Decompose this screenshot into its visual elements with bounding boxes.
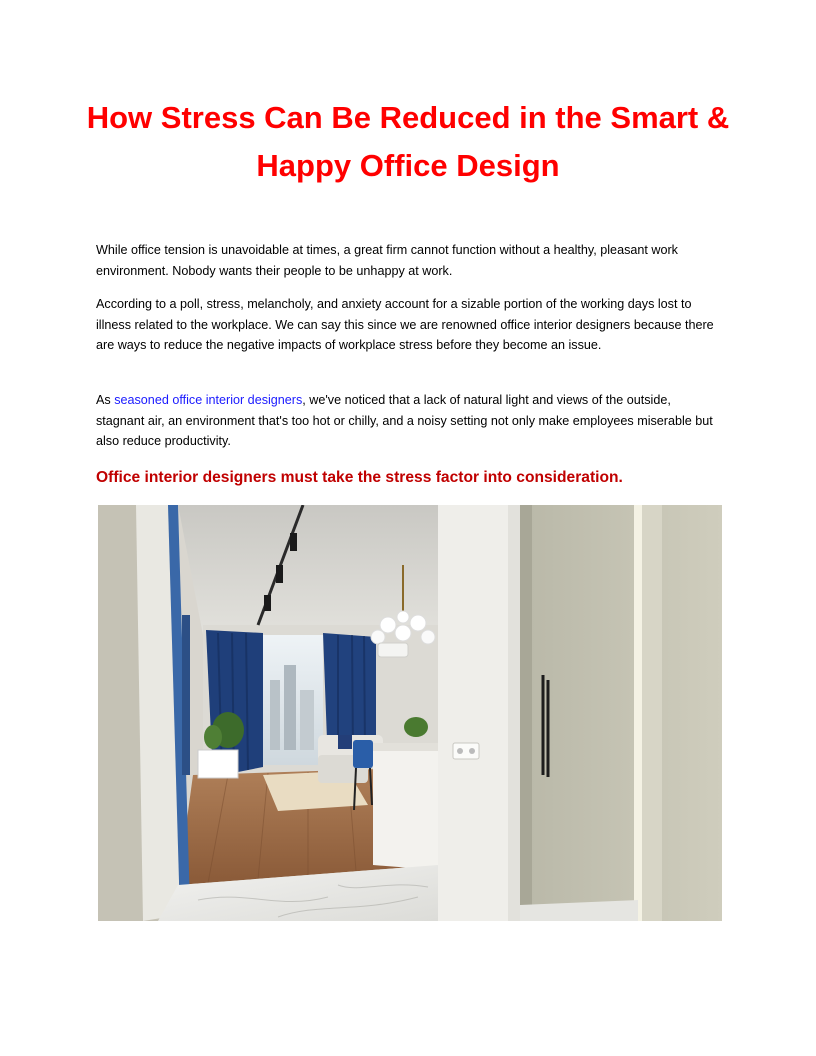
- wardrobe-doors: [520, 505, 722, 921]
- seasoned-designers-link[interactable]: seasoned office interior designers: [114, 393, 303, 407]
- paragraph-prefix: As: [96, 393, 115, 407]
- office-interior-illustration: [98, 505, 722, 921]
- paragraph-suffix: , we've noticed that a lack of natural light and views of the outside, stagnant air, an environment that's too hot or chilly, and a noisy setting not only make employees miserable but also reduce productivity.: [96, 393, 713, 448]
- paragraph-poll: According to a poll, stress, melancholy, and anxiety account for a sizable portion of the working days lost to illness related to the workplace. We can say this since we are renowned office interior designers because there are ways to reduce the negative impacts of workplace stress before they become an issue.: [96, 297, 714, 352]
- counter: [373, 745, 438, 870]
- paragraph-seasoned: [96, 390, 722, 452]
- page-title: How Stress Can Be Reduced in the Smart & Happy Office Design: [86, 100, 730, 183]
- paragraph-intro: While office tension is unavoidable at times, a great firm cannot function without a healthy, pleasant work environment. Nobody wants their people to be unhappy at work.: [96, 243, 678, 278]
- section-subheading: Office interior designers must take the stress factor into consideration.: [96, 469, 623, 486]
- pillar: [438, 505, 520, 921]
- office-interior-photo: [98, 505, 722, 921]
